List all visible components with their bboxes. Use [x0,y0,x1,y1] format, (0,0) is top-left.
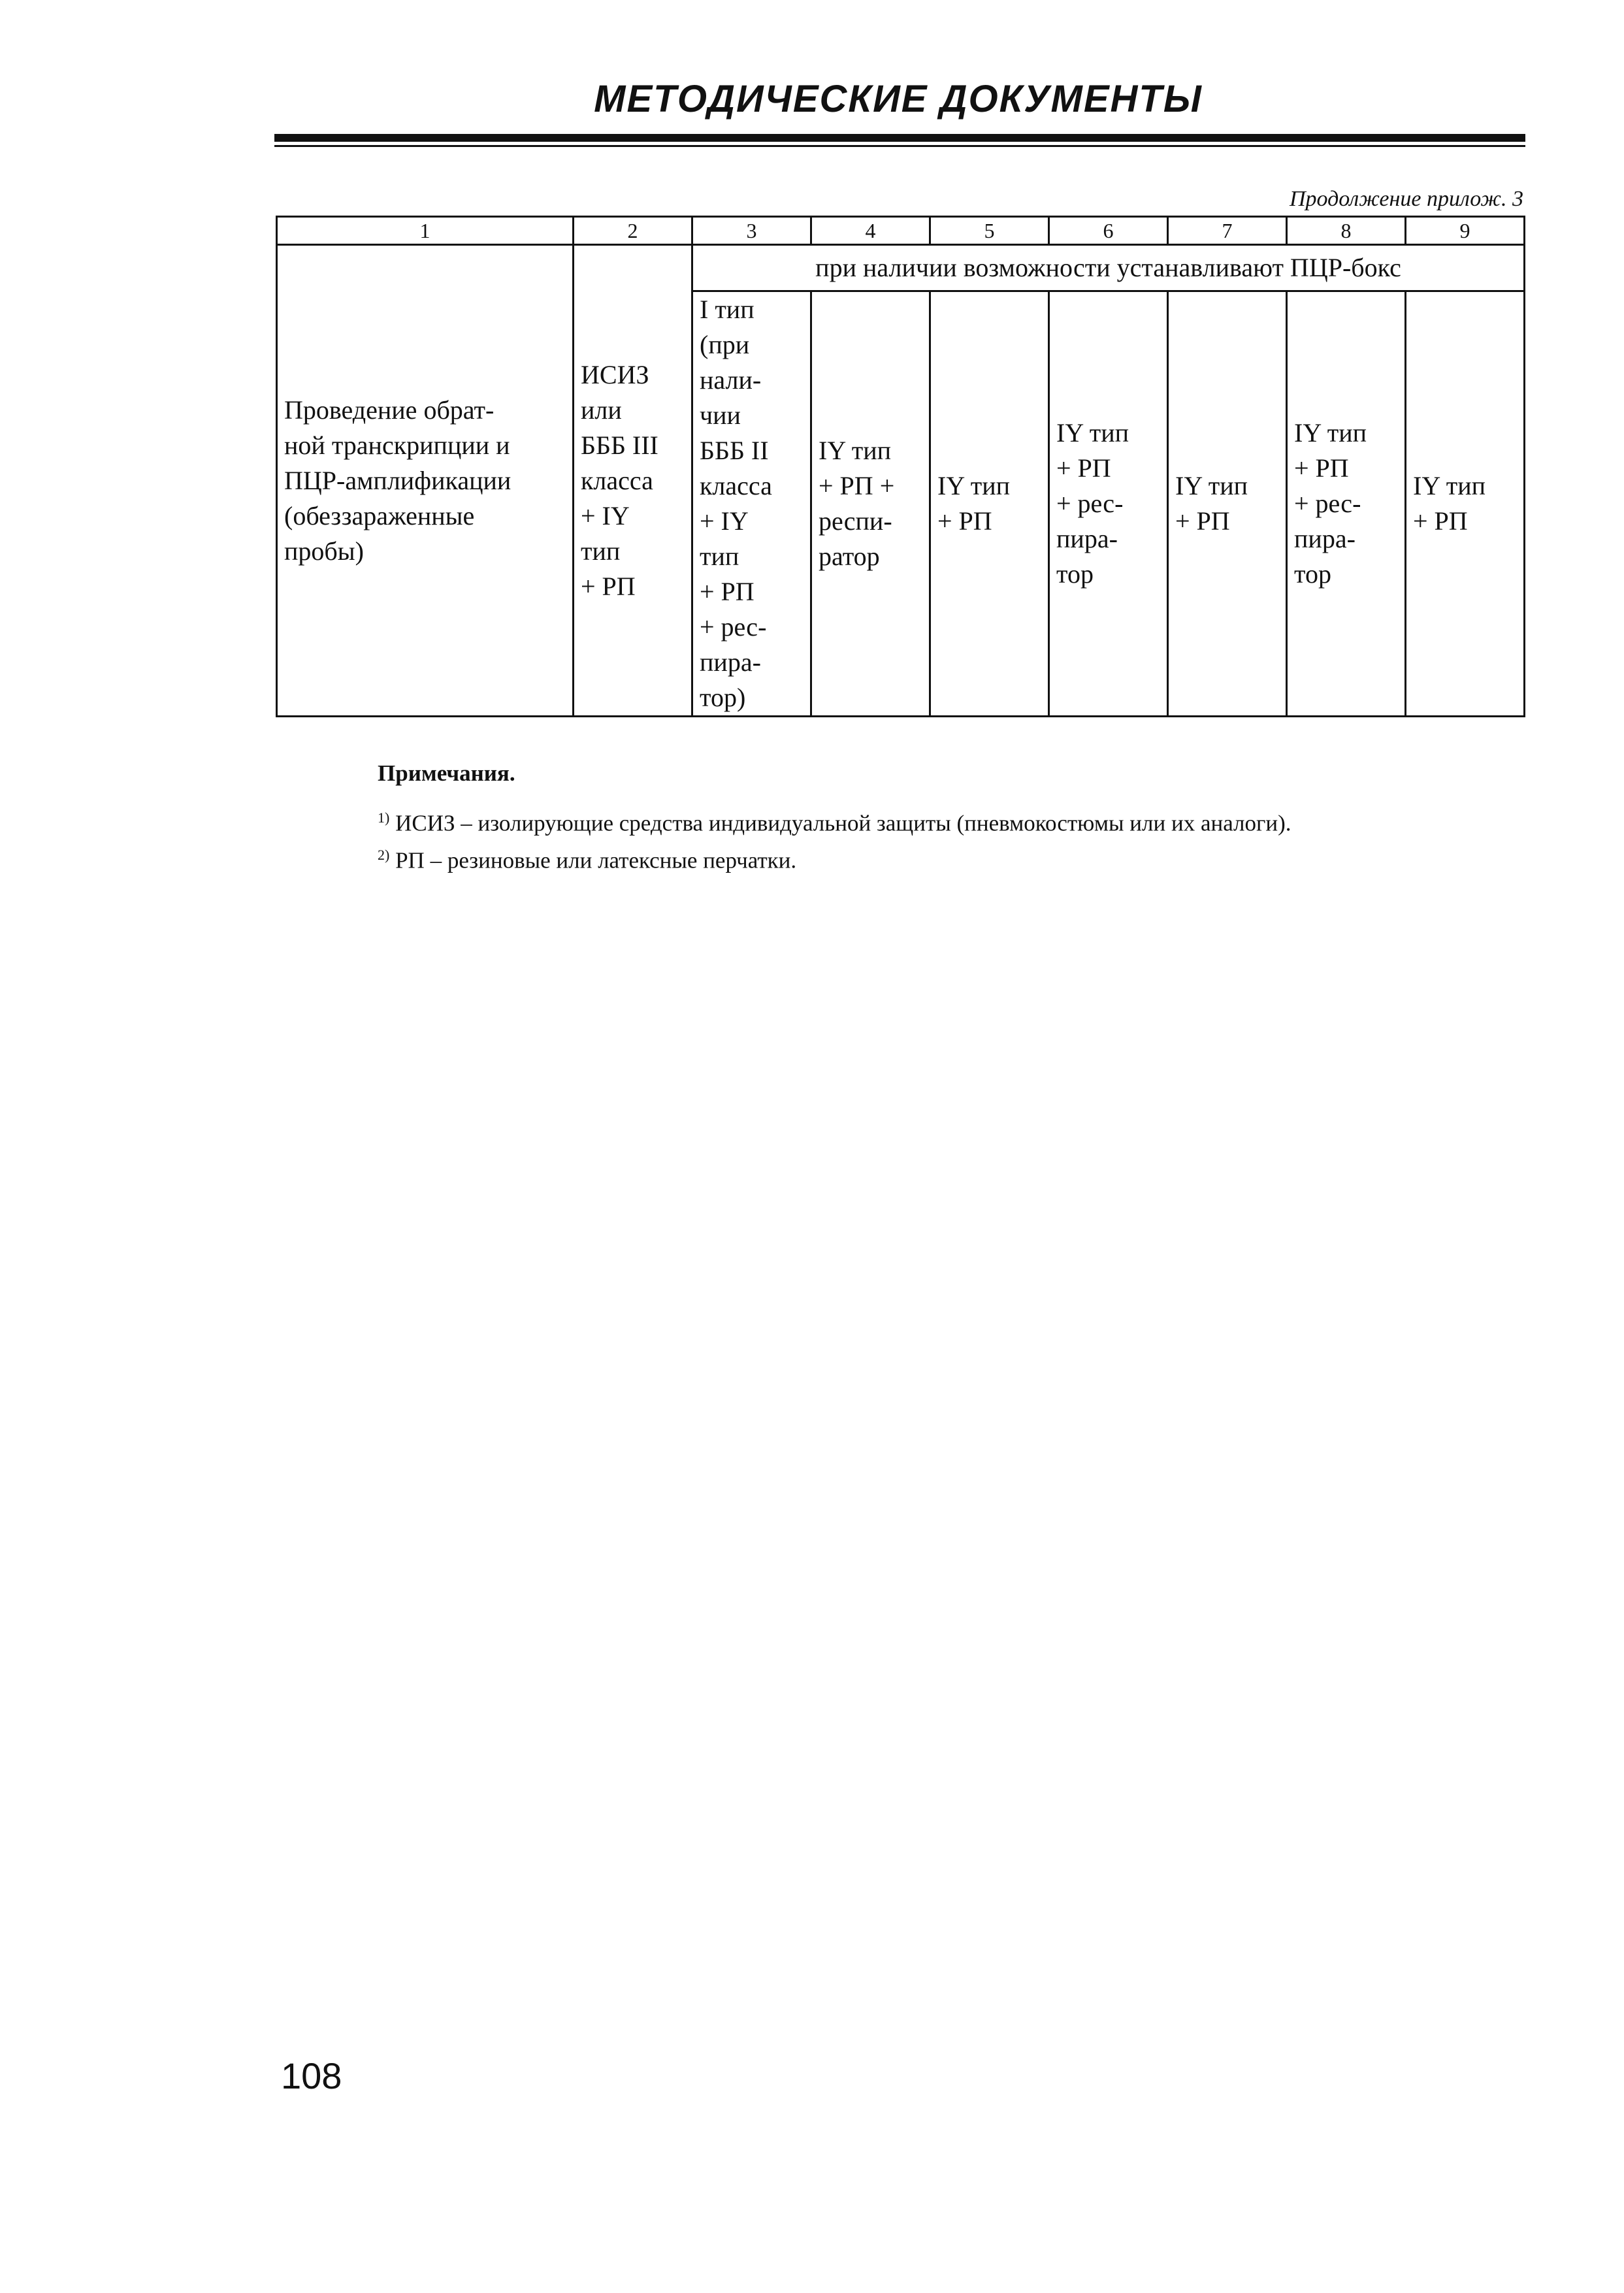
table-cell-col2 [574,245,692,717]
cell-text: I тип (при нали- чии БББ II класса + IY тип + РП + рес- пира- тор) [700,295,772,712]
table-cell-col4 [811,291,930,717]
column-number: 4 [811,217,930,245]
running-title: МЕТОДИЧЕСКИЕ ДОКУМЕНТЫ [594,78,1203,120]
column-number: 2 [574,217,692,245]
column-number-row [277,217,1525,245]
column-number: 9 [1406,217,1525,245]
table-cell-col9 [1406,291,1525,717]
work-type-text: Проведение обрат- ной транскрипции и ПЦР-амплификации (обеззараженные пробы) [284,395,512,566]
note-text: РП – резиновые или латексные перчатки. [389,847,797,873]
cell-text: IY тип + РП [1175,471,1248,536]
note-item [378,802,1527,839]
table-cell-col7 [1168,291,1287,717]
work-type-cell [277,245,574,717]
cell-text: IY тип + РП [1413,471,1486,536]
header-rule-thin [274,145,1525,147]
note-text: ИСИЗ – изолирующие средства индивидуальной защиты (пневмокостюмы или их аналоги). [389,810,1291,836]
table-cell-col5 [930,291,1049,717]
column-number: 5 [930,217,1049,245]
protection-table [276,216,1525,717]
cell-text: ИСИЗ или БББ III класса + IY тип + РП [581,359,658,601]
table-cell-col3 [692,291,811,717]
note-item [378,839,1527,877]
note-marker: 2) [378,846,390,863]
cell-text: IY тип + РП + рес- пира- тор [1294,418,1367,589]
table-cell-col6 [1049,291,1168,717]
note-marker: 1) [378,809,390,826]
column-number: 3 [692,217,811,245]
page-number: 108 [281,2055,342,2096]
column-number: 1 [277,217,574,245]
cell-text: IY тип + РП + респи- ратор [819,436,895,571]
continuation-label: Продолжение прилож. 3 [1289,187,1523,211]
table-cell-col8 [1287,291,1406,717]
cell-text: IY тип + РП + рес- пира- тор [1056,418,1129,589]
header-rule-thick [274,134,1525,142]
pcr-box-note: при наличии возможности устанавливают ПЦР-бокс [692,245,1525,291]
column-number: 7 [1168,217,1287,245]
cell-text: IY тип + РП [937,471,1011,536]
notes-title: Примечания. [378,760,515,786]
column-number: 8 [1287,217,1406,245]
notes-section [378,758,1527,876]
column-number: 6 [1049,217,1168,245]
table-row [277,245,1525,291]
